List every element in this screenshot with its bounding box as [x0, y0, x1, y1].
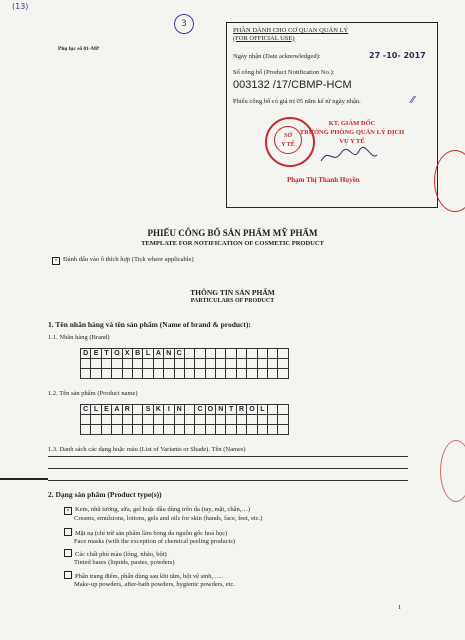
stamp-text-2: Y TẾ [281, 142, 295, 148]
official-stamp [265, 117, 315, 167]
tick-note [52, 256, 194, 265]
product-cell: R [122, 405, 132, 415]
ack-value: 27 -10- 2017 [369, 51, 426, 60]
product-cell: E [101, 405, 111, 415]
type-2-checkbox-icon [64, 528, 72, 536]
official-heading [233, 27, 348, 42]
notif-label: Số công bố (Product Notification No.): [233, 69, 335, 76]
tick-note-text: Đánh dấu vào ô thích hợp (Tick where applicable) [63, 256, 194, 263]
brand-cell [216, 349, 226, 359]
section-2-heading: 2. Dạng sản phẩm (Product type(s)) [48, 490, 162, 499]
validity-note: Phiếu công bố có giá trị 05 năm kể từ ngày nhận. [233, 98, 361, 105]
product-cell: T [226, 405, 236, 415]
type-4-vi: Phấn trang điểm, phấn dùng sau khi tắm, bột vệ sinh, …. [75, 573, 223, 580]
variants-line-1 [48, 456, 408, 457]
particulars-vi: THÔNG TIN SẢN PHẨM [190, 288, 275, 297]
brand-cell: O [112, 349, 122, 359]
signature [319, 145, 379, 167]
product-cell: L [257, 405, 267, 415]
brand-label: 1.1. Nhãn hàng (Brand) [48, 334, 110, 341]
edge-stamp [434, 150, 465, 212]
product-type-4 [74, 571, 235, 589]
tick-checkbox-icon: × [52, 257, 60, 265]
reference-mark: (13) [12, 2, 29, 11]
brand-cell [226, 349, 236, 359]
type-1-vi: Kem, nhũ tương, sữa, gel hoặc dầu dùng trên da (tay, mặt, chân,…) [75, 506, 251, 513]
product-cell: I [164, 405, 174, 415]
brand-cell: D [81, 349, 91, 359]
type-4-en: Make-up powders, after-bath powders, hygienic powders, etc. [74, 581, 235, 588]
brand-cell: A [153, 349, 163, 359]
ack-row [233, 53, 321, 60]
product-cell: K [153, 405, 163, 415]
product-cell: O [205, 405, 215, 415]
variants-line-2 [48, 468, 408, 469]
section-1-heading: 1. Tên nhãn hàng và tên sản phẩm (Name of brand & product): [48, 320, 251, 329]
brand-cell [257, 349, 267, 359]
variants-label: 1.3. Danh sách các dạng hoặc màu (List of Variants or Shade). Tên (Names) [48, 446, 246, 453]
product-cell: C [81, 405, 91, 415]
type-1-checkbox-icon: × [64, 507, 72, 515]
product-cell [278, 405, 288, 415]
product-cell [184, 405, 194, 415]
stamp-center [274, 126, 302, 154]
product-type-3 [74, 549, 175, 567]
brand-cell [195, 349, 205, 359]
brand-cell: E [91, 349, 101, 359]
type-3-checkbox-icon [64, 549, 72, 557]
page-number: 1 [398, 604, 402, 611]
edge-stamp-lower [440, 440, 465, 502]
signer-title-2: TRƯỞNG PHÒNG QUẢN LÝ DỊCH VỤ Y TẾ [299, 129, 405, 145]
product-cell: S [143, 405, 153, 415]
brand-cell [184, 349, 194, 359]
product-cell: L [91, 405, 101, 415]
product-cell: A [112, 405, 122, 415]
product-cell [132, 405, 142, 415]
appendix-label: Phụ lục số 01-MP [58, 46, 100, 52]
brand-cell: N [164, 349, 174, 359]
type-1-en: Creams, emulsions, lotions, gels and oils for skin (hands, face, feet, etc.) [74, 515, 263, 522]
brand-cell [278, 349, 288, 359]
brand-cell: T [101, 349, 111, 359]
type-3-vi: Các chất phủ màu (lỏng, nhão, bột) [75, 551, 167, 558]
product-cell: N [216, 405, 226, 415]
product-cell: N [174, 405, 184, 415]
form-title-vi: PHIẾU CÔNG BỐ SẢN PHẨM MỸ PHẨM [147, 228, 318, 238]
product-grid [80, 404, 289, 435]
brand-cell [268, 349, 278, 359]
brand-cell [247, 349, 257, 359]
stamp-text-1: SỞ [283, 133, 292, 139]
circled-number: 3 [174, 14, 194, 34]
brand-cell: B [132, 349, 142, 359]
form-title-en: TEMPLATE FOR NOTIFICATION OF COSMETIC PRODUCT [141, 240, 324, 247]
product-cell: C [195, 405, 205, 415]
left-mark [0, 478, 48, 480]
brand-cell: X [122, 349, 132, 359]
brand-cell: C [174, 349, 184, 359]
signer-name: Phạm Thị Thanh Huyền [287, 176, 360, 184]
official-heading-vi: PHẦN DÀNH CHO CƠ QUAN QUẢN LÝ [233, 27, 349, 34]
official-heading-en: (FOR OFFICIAL USE) [233, 34, 295, 42]
brand-cell [205, 349, 215, 359]
variants-line-3 [48, 480, 408, 481]
type-2-en: Face masks (with the exception of chemical peeling products) [74, 538, 236, 545]
signer-title-1: KT. GIÁM ĐỐC [328, 120, 376, 127]
type-2-vi: Mặt nạ (chỉ trừ sản phẩm làm bong da nguồn gốc hoá học) [75, 530, 228, 537]
product-cell: O [247, 405, 257, 415]
product-name-label: 1.2. Tên sản phẩm (Product name) [48, 390, 138, 397]
brand-cell: L [143, 349, 153, 359]
type-3-en: Tinted bases (liquids, pastes, powders) [74, 559, 175, 566]
brand-cell [236, 349, 246, 359]
handwritten-mark: ⁄⁄ [411, 95, 415, 106]
product-type-1 [66, 506, 263, 523]
ack-label: Ngày nhận (Date acknowledged): [233, 53, 321, 60]
product-cell: R [236, 405, 246, 415]
notif-number: 003132 /17/CBMP-HCM [233, 79, 352, 91]
type-4-checkbox-icon [64, 571, 72, 579]
particulars-en: PARTICULARS OF PRODUCT [190, 298, 275, 304]
product-cell [268, 405, 278, 415]
product-type-2 [74, 528, 235, 546]
brand-grid [80, 348, 289, 379]
official-use-box [226, 22, 438, 208]
